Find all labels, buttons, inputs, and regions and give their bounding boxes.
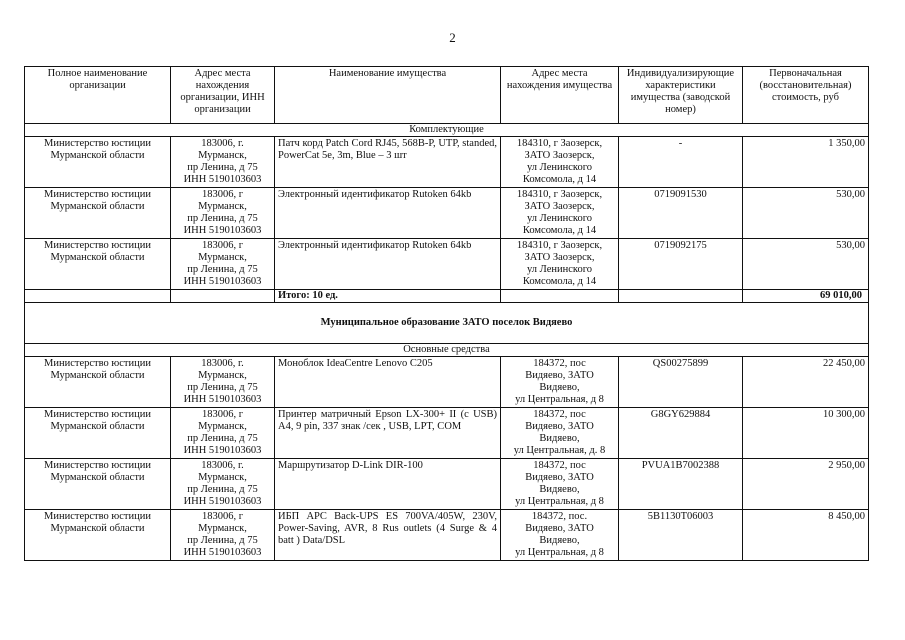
address-line: Мурманск, — [198, 472, 247, 483]
address-line: Видяево, — [539, 382, 580, 393]
property-address-cell — [501, 357, 619, 408]
property-name-cell: Принтер матричный Epson LX-300+ II (c USB) A4, 9 pin, 337 знак /сек , USB, LPT, COM — [275, 408, 501, 459]
address-line: пр Ленина, д 75 — [187, 264, 258, 275]
header-property-name: Наименование имущества — [275, 67, 501, 124]
empty-cell — [171, 290, 275, 303]
header-property-address: Адрес места нахождения имущества — [501, 67, 619, 124]
address-line: 184372, пос — [533, 460, 586, 471]
address-line: ул Центральная, д. 8 — [513, 445, 606, 456]
property-table — [24, 66, 869, 561]
address-line: 183006, г — [201, 409, 244, 420]
address-line: 183006, г. — [201, 460, 244, 471]
address-line: Мурманск, — [198, 150, 247, 161]
org-name-cell: Министерство юстиции Мурманской области — [25, 137, 171, 188]
property-address-cell — [501, 239, 619, 290]
org-name-cell: Министерство юстиции Мурманской области — [25, 459, 171, 510]
address-line: 184372, пос — [533, 409, 586, 420]
address-line: ИНН 5190103603 — [183, 496, 262, 507]
address-line: пр Ленина, д 75 — [187, 535, 258, 546]
org-address-cell — [171, 408, 275, 459]
address-line: ул Центральная, д 8 — [515, 496, 604, 507]
cost-cell: 10 300,00 — [743, 408, 869, 459]
address-line: 184310, г Заозерск, — [516, 189, 603, 200]
address-line: Мурманск, — [198, 421, 247, 432]
address-line: ул Центральная, д 8 — [515, 547, 604, 558]
address-line: Видяево, ЗАТО — [525, 523, 594, 534]
header-org: Полное наименование организации — [25, 67, 171, 124]
serial-number-cell: PVUA1B7002388 — [619, 459, 743, 510]
serial-number-cell: 0719092175 — [619, 239, 743, 290]
cost-cell: 1 350,00 — [743, 137, 869, 188]
property-name-cell: Маршрутизатор D-Link DIR-100 — [275, 459, 501, 510]
address-line: 184372, пос — [533, 358, 586, 369]
org-address-cell — [171, 459, 275, 510]
address-line: ул Центральная, д 8 — [515, 394, 604, 405]
address-line: Мурманск, — [198, 523, 247, 534]
section-title-components — [25, 124, 869, 137]
table-row — [25, 239, 869, 290]
org-name-cell: Министерство юстиции Мурманской области — [25, 357, 171, 408]
table-row — [25, 459, 869, 510]
address-line: Видяево, ЗАТО — [525, 370, 594, 381]
property-name-cell: Патч корд Patch Cord RJ45, 568B-P, UTP, standed, PowerCat 5e, 3m, Blue – 3 шт — [275, 137, 501, 188]
property-address-cell — [501, 408, 619, 459]
address-line: Мурманск, — [198, 370, 247, 381]
address-line: Видяево, — [539, 433, 580, 444]
address-line: ул Ленинского — [527, 264, 592, 275]
total-label: Итого: 10 ед. — [275, 290, 501, 303]
address-line: пр Ленина, д 75 — [187, 162, 258, 173]
address-line: Видяево, ЗАТО — [525, 421, 594, 432]
address-line: Видяево, — [539, 535, 580, 546]
address-line: пр Ленина, д 75 — [187, 213, 258, 224]
empty-cell — [501, 290, 619, 303]
cost-cell: 22 450,00 — [743, 357, 869, 408]
address-line: 183006, г — [201, 189, 244, 200]
address-line: 184372, пос. — [531, 511, 588, 522]
property-address-cell — [501, 188, 619, 239]
address-line: ЗАТО Заозерск, — [524, 252, 595, 263]
address-line: ИНН 5190103603 — [183, 174, 262, 185]
property-name-cell: Электронный идентификатор Rutoken 64kb — [275, 188, 501, 239]
serial-number-cell: QS00275899 — [619, 357, 743, 408]
header-row — [25, 67, 869, 124]
org-address-cell — [171, 188, 275, 239]
cost-cell: 2 950,00 — [743, 459, 869, 510]
address-line: 183006, г — [201, 240, 244, 251]
section-title: Основные средства — [25, 344, 869, 357]
org-name-cell: Министерство юстиции Мурманской области — [25, 408, 171, 459]
address-line: ул Ленинского — [527, 213, 592, 224]
address-line: 183006, г. — [201, 358, 244, 369]
section-title-fixed-assets — [25, 344, 869, 357]
address-line: 184310, г Заозерск, — [516, 138, 603, 149]
address-line: пр Ленина, д 75 — [187, 484, 258, 495]
property-address-cell — [501, 459, 619, 510]
address-line: Мурманск, — [198, 201, 247, 212]
address-line: ИНН 5190103603 — [183, 547, 262, 558]
address-line: ул Ленинского — [527, 162, 592, 173]
org-address-cell — [171, 510, 275, 561]
table-row — [25, 510, 869, 561]
address-line: ИНН 5190103603 — [183, 394, 262, 405]
org-address-cell — [171, 137, 275, 188]
table-row — [25, 137, 869, 188]
header-serial: Индивидуализирующие характеристики имущества (заводской номер) — [619, 67, 743, 124]
cost-cell: 8 450,00 — [743, 510, 869, 561]
municipality-row — [25, 303, 869, 344]
address-line: 183006, г. — [201, 138, 244, 149]
address-line: Комсомола, д 14 — [522, 174, 597, 185]
table-row — [25, 188, 869, 239]
property-address-cell — [501, 137, 619, 188]
property-name-cell: ИБП APC Back-UPS ES 700VA/405W, 230V, Power-Saving, AVR, 8 Rus outlets (4 Surge & 4 batt ) Data/DSL — [275, 510, 501, 561]
table-row — [25, 408, 869, 459]
serial-number-cell: G8GY629884 — [619, 408, 743, 459]
address-line: 184310, г Заозерск, — [516, 240, 603, 251]
org-address-cell — [171, 239, 275, 290]
address-line: Видяево, ЗАТО — [525, 472, 594, 483]
address-line: Комсомола, д 14 — [522, 225, 597, 236]
header-cost: Первоначальная (восстановительная) стоимость, руб — [743, 67, 869, 124]
total-row — [25, 290, 869, 303]
empty-cell — [619, 290, 743, 303]
address-line: Комсомола, д 14 — [522, 276, 597, 287]
property-name-cell: Электронный идентификатор Rutoken 64kb — [275, 239, 501, 290]
address-line: пр Ленина, д 75 — [187, 433, 258, 444]
address-line: ИНН 5190103603 — [183, 225, 262, 236]
cost-cell: 530,00 — [743, 188, 869, 239]
serial-number-cell: - — [619, 137, 743, 188]
serial-number-cell: 0719091530 — [619, 188, 743, 239]
address-line: ИНН 5190103603 — [183, 445, 262, 456]
total-value: 69 010,00 — [743, 290, 869, 303]
org-name-cell: Министерство юстиции Мурманской области — [25, 510, 171, 561]
address-line: Видяево, — [539, 484, 580, 495]
address-line: пр Ленина, д 75 — [187, 382, 258, 393]
page-number: 2 — [449, 30, 456, 45]
section-title: Комплектующие — [25, 124, 869, 137]
org-address-cell — [171, 357, 275, 408]
address-line: 183006, г — [201, 511, 244, 522]
org-name-cell: Министерство юстиции Мурманской области — [25, 239, 171, 290]
table-row — [25, 357, 869, 408]
org-name-cell: Министерство юстиции Мурманской области — [25, 188, 171, 239]
serial-number-cell: 5B1130T06003 — [619, 510, 743, 561]
property-address-cell — [501, 510, 619, 561]
property-name-cell: Моноблок IdeaCentre Lenovo C205 — [275, 357, 501, 408]
cost-cell: 530,00 — [743, 239, 869, 290]
municipality-title: Муниципальное образование ЗАТО поселок Видяево — [25, 303, 869, 344]
address-line: ЗАТО Заозерск, — [524, 150, 595, 161]
header-org-address: Адрес места нахождения организации, ИНН организации — [171, 67, 275, 124]
address-line: ЗАТО Заозерск, — [524, 201, 595, 212]
address-line: Мурманск, — [198, 252, 247, 263]
address-line: ИНН 5190103603 — [183, 276, 262, 287]
empty-cell — [25, 290, 171, 303]
